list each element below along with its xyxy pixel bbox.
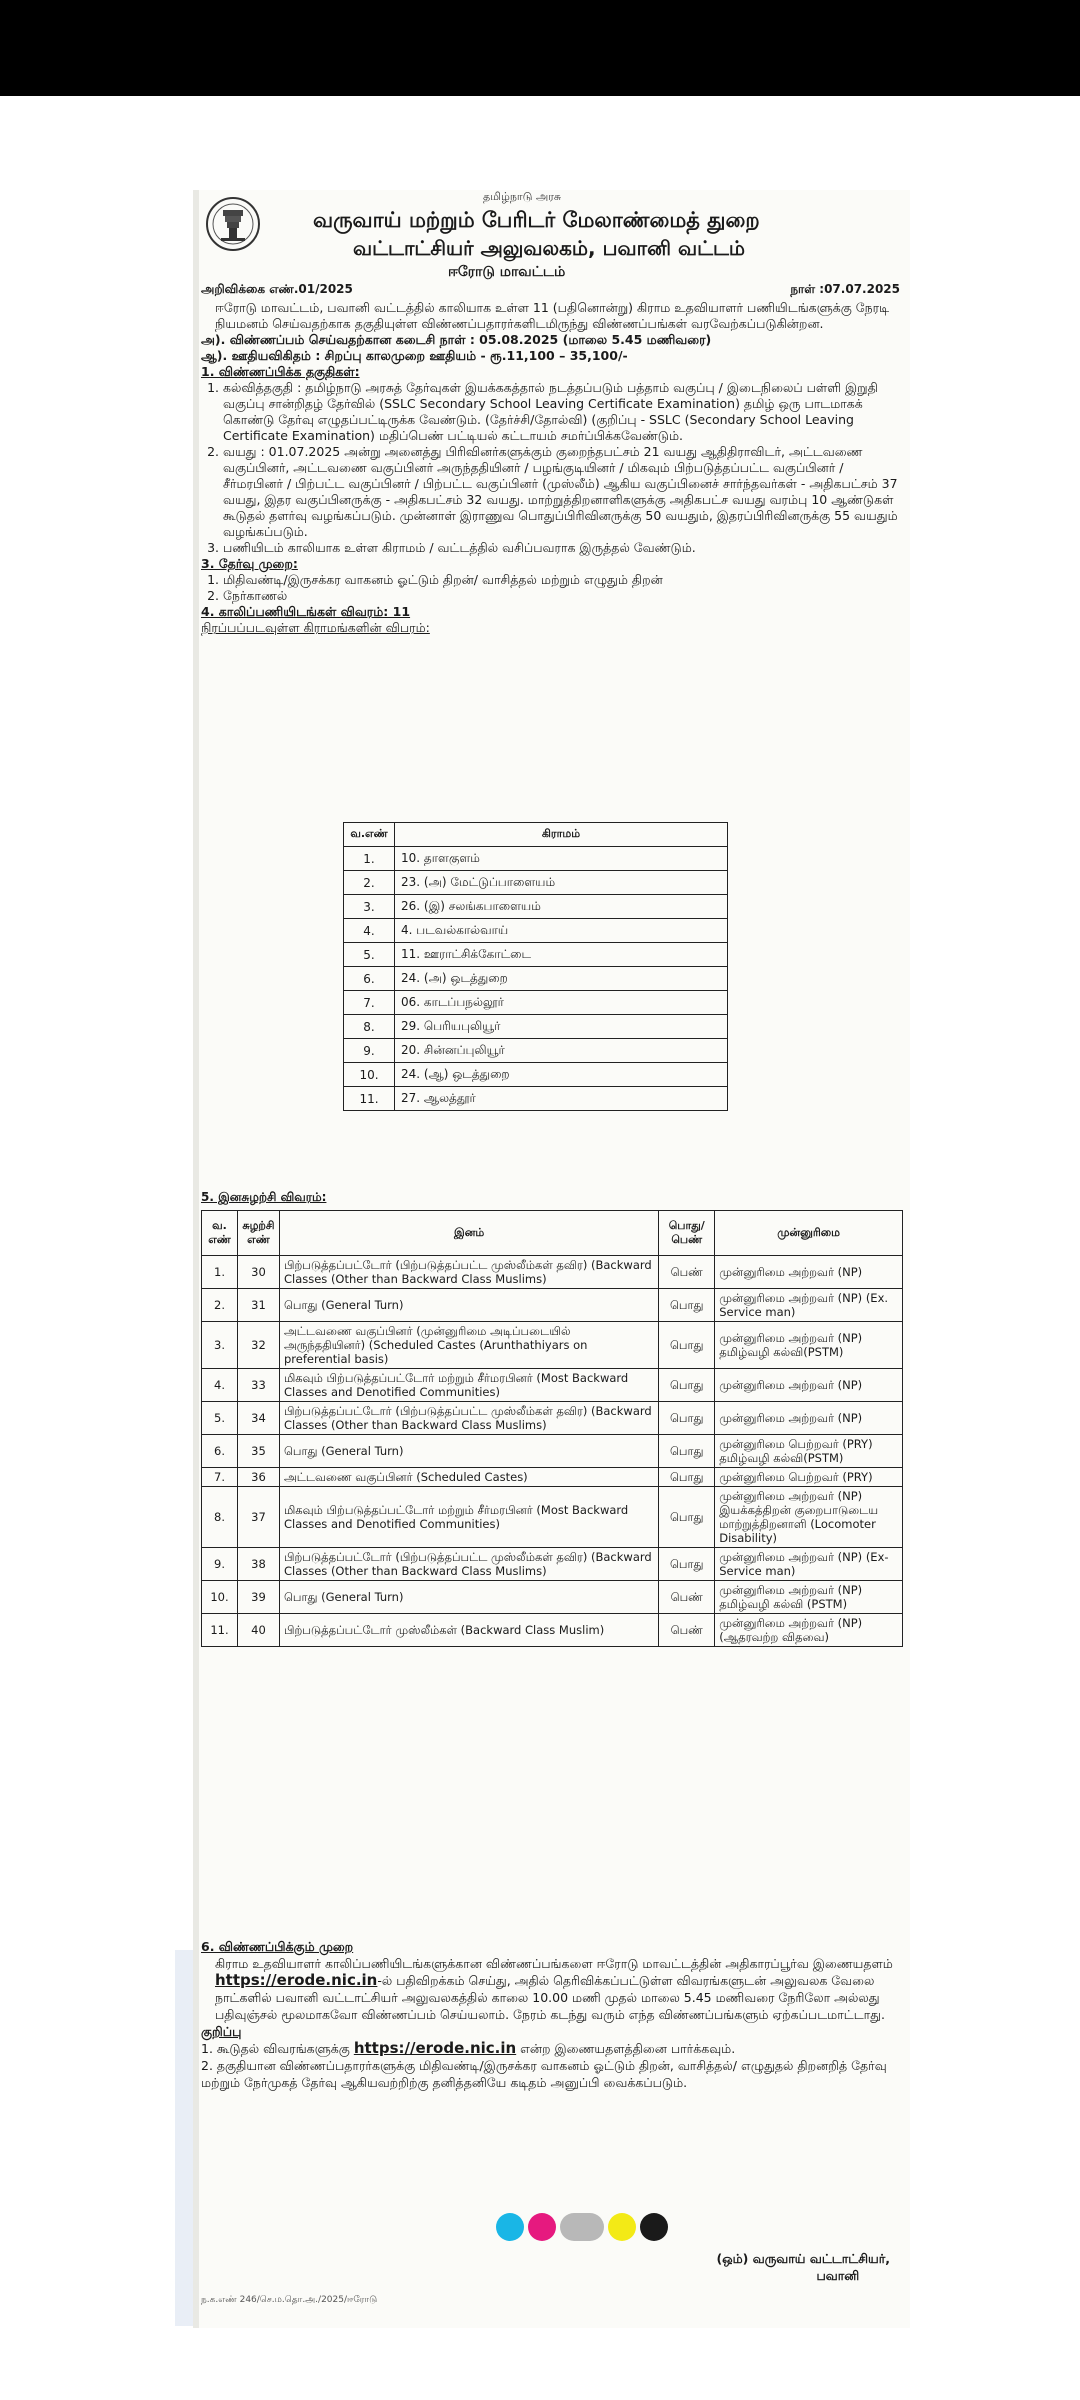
rotation-community: பிற்படுத்தப்பட்டோர் (பிற்படுத்தப்பட்ட முஸ்லீம்கள் தவிர) (Backward Classes (Other than Backward Class Muslims): [279, 1256, 658, 1289]
rotation-priority: முன்னுரிமை அற்றவர் (NP) (Ex. Service man): [715, 1289, 903, 1322]
tamilnadu-emblem-icon: [205, 194, 261, 254]
rotation-turn: 40: [237, 1614, 279, 1647]
rotation-community: அட்டவணை வகுப்பினர் (முன்னுரிமை அடிப்படையில் அருந்ததியினர்) (Scheduled Castes (Arunthathiyars on preferential basis): [279, 1322, 658, 1369]
website-link[interactable]: https://erode.nic.in: [353, 2039, 517, 2057]
table-row: [344, 919, 728, 943]
table-row: [344, 943, 728, 967]
application-section: [201, 1938, 901, 2091]
table-header-row: [202, 1211, 903, 1256]
table-row: [344, 991, 728, 1015]
footer-reference: ந.க.எண் 246/செ.ம.தொ.அ./2025/ஈரோடு: [201, 2295, 378, 2305]
rotation-turn: 37: [237, 1487, 279, 1548]
signatory-place: பவானி: [816, 2268, 860, 2283]
rotation-general-women: பொது: [659, 1487, 715, 1548]
website-link[interactable]: https://erode.nic.in: [215, 1971, 378, 1989]
eligibility-item: 2. வயது : 01.07.2025 அன்று அனைத்து பிரிவினர்களுக்கும் குறைந்தபட்சம் 21 வயது ஆதிதிராவிடர், அட்டவணை வகுப்பினர், அட்டவணை வகுப்பினர் அருந்ததியினர் / பழங்குடியினர் / மிகவும் பிற்படுத்தப்பட்ட வகுப்பினர் / சீர்மரபினர் / பிற்பட்ட வகுப்பினர் / பிற்பட்ட வகுப்பினர் (முஸ்லீம்) ஆகிய வகுப்பினைச் சார்ந்தவர்கள் - அதிகபட்சம் 37 வயது, இதர வகுப்பினருக்கு - அதிகபட்சம் 32 வயது. மாற்றுத்திறனாளிகளுக்கு அதிகபட்ச வயது வரம்பு 10 ஆண்டுகள் கூடுதல் தளர்வு வழங்கப்படும். முன்னாள் இராணுவ பொதுப்பிரிவினருக்கு 50 வயதும், இதரப்பிரிவினருக்கு 55 வயதும் வழங்கப்படும்.: [223, 444, 901, 540]
signature-block: [716, 2250, 890, 2284]
table-row: [202, 1369, 903, 1402]
rotation-community: பிற்படுத்தப்பட்டோர் (பிற்படுத்தப்பட்ட முஸ்லீம்கள் தவிர) (Backward Classes (Other than Backward Class Muslims): [279, 1402, 658, 1435]
intro-paragraph: ஈரோடு மாவட்டம், பவானி வட்டத்தில் காலியாக உள்ள 11 (பதினொன்று) கிராம உதவியாளர் பணியிடங்களுக்கு நேரடி நியமனம் செய்வதற்காக தகுதியுள்ள விண்ணப்பதாரர்களிடமிருந்து விண்ணப்பங்கள் வரவேற்கப்படுகின்றன.: [215, 300, 890, 331]
rotation-community: அட்டவணை வகுப்பினர் (Scheduled Castes): [279, 1468, 658, 1487]
grey-dot: [560, 2213, 604, 2241]
village-sno: 5.: [344, 943, 395, 967]
village-name: 11. ஊராட்சிக்கோட்டை: [395, 943, 728, 967]
header-district: ஈரோடு மாவட்டம்: [448, 264, 566, 280]
notice-number: அறிவிக்கை எண்.01/2025: [201, 282, 353, 296]
table-row: [202, 1289, 903, 1322]
rotation-priority: முன்னுரிமை அற்றவர் (NP): [715, 1402, 903, 1435]
rotation-turn: 35: [237, 1435, 279, 1468]
magenta-dot: [528, 2213, 556, 2241]
rotation-community: பொது (General Turn): [279, 1289, 658, 1322]
table-row: [202, 1487, 903, 1548]
paper-edge: [193, 190, 199, 2328]
table-row: [202, 1581, 903, 1614]
village-name: 24. (ஆ) ஒடத்துறை: [395, 1063, 728, 1087]
table-row: [202, 1322, 903, 1369]
pay-scale: ஆ). ஊதியவிகிதம் : சிறப்பு காலமுறை ஊதியம் - ரூ.11,100 – 35,100/-: [201, 348, 628, 363]
rotation-sno: 10.: [202, 1581, 238, 1614]
notice-body: [201, 300, 901, 636]
rotation-community: மிகவும் பிற்படுத்தப்பட்டோர் மற்றும் சீர்மரபினர் (Most Backward Classes and Denotified Communities): [279, 1369, 658, 1402]
section-vacancy-title: 4. காலிப்பணியிடங்கள் விவரம்: 11: [201, 604, 411, 619]
rotation-general-women: பெண்: [659, 1581, 715, 1614]
village-sno: 2.: [344, 871, 395, 895]
rotation-priority: முன்னுரிமை அற்றவர் (NP) (Ex-Service man): [715, 1548, 903, 1581]
header-state: தமிழ்நாடு அரசு: [483, 190, 562, 203]
village-name: 10. தாளகுளம்: [395, 847, 728, 871]
eligibility-list: [201, 380, 901, 556]
rotation-sno: 11.: [202, 1614, 238, 1647]
rotation-priority: முன்னுரிமை அற்றவர் (NP) (ஆதரவற்ற விதவை): [715, 1614, 903, 1647]
rotation-priority: முன்னுரிமை அற்றவர் (NP) இயக்கத்திறன் குறைபாடுடைய மாற்றுத்திறனாளி (Locomoter Disability): [715, 1487, 903, 1548]
rotation-community: பிற்படுத்தப்பட்டோர் முஸ்லீம்கள் (Backward Class Muslim): [279, 1614, 658, 1647]
note-title: குறிப்பு: [201, 2024, 242, 2039]
rotation-general-women: பெண்: [659, 1256, 715, 1289]
section-eligibility-title: 1. விண்ணப்பிக்க தகுதிகள்:: [201, 364, 360, 379]
rotation-sno: 7.: [202, 1468, 238, 1487]
rotation-community: மிகவும் பிற்படுத்தப்பட்டோர் மற்றும் சீர்மரபினர் (Most Backward Classes and Denotified Communities): [279, 1487, 658, 1548]
section-apply-title: 6. விண்ணப்பிக்கும் முறை: [201, 1939, 354, 1954]
note-item-2: 2. தகுதியான விண்ணப்பதாரர்களுக்கு மிதிவண்டி/இருசக்கர வாகனம் ஓட்டும் திறன், வாசித்தல்/ எழுதுதல் திறனறித் தேர்வு மற்றும் நேர்முகத் தேர்வு ஆகியவற்றிற்கு தனித்தனியே கடிதம் அனுப்பி வைக்கப்படும்.: [201, 2058, 887, 2090]
selection-list: [201, 572, 901, 604]
rotation-turn: 30: [237, 1256, 279, 1289]
header-office: வட்டாட்சியர் அலுவலகம், பவானி வட்டம்: [353, 236, 746, 260]
rotation-turn: 32: [237, 1322, 279, 1369]
village-sno: 10.: [344, 1063, 395, 1087]
rotation-sno: 2.: [202, 1289, 238, 1322]
rotation-sno: 3.: [202, 1322, 238, 1369]
table-row: [344, 1087, 728, 1111]
rotation-turn: 34: [237, 1402, 279, 1435]
table-row: [344, 895, 728, 919]
eligibility-item: 3. பணியிடம் காலியாக உள்ள கிராமம் / வட்டத்தில் வசிப்பவராக இருத்தல் வேண்டும்.: [223, 540, 901, 556]
rotation-general-women: பொது: [659, 1402, 715, 1435]
table-row: [344, 1015, 728, 1039]
table-row: [344, 1063, 728, 1087]
village-sno: 7.: [344, 991, 395, 1015]
column-header-priority: முன்னுரிமை: [715, 1211, 903, 1256]
table-row: [202, 1468, 903, 1487]
note-item-1: 1. கூடுதல் விவரங்களுக்கு: [201, 2041, 350, 2056]
village-name: 4. படவல்கால்வாய்: [395, 919, 728, 943]
village-name: 29. பெரியபுலியூர்: [395, 1015, 728, 1039]
rotation-sno: 4.: [202, 1369, 238, 1402]
selection-item: 2. நேர்காணல்: [223, 588, 901, 604]
village-sno: 6.: [344, 967, 395, 991]
village-name: 26. (இ) சலங்கபாளையம்: [395, 895, 728, 919]
signatory-title: (ஒம்) வருவாய் வட்டாட்சியர்,: [716, 2251, 890, 2266]
table-row: [202, 1548, 903, 1581]
rotation-general-women: பொது: [659, 1435, 715, 1468]
rotation-general-women: பொது: [659, 1369, 715, 1402]
village-name: 24. (அ) ஒடத்துறை: [395, 967, 728, 991]
table-header-row: [344, 823, 728, 847]
village-sno: 4.: [344, 919, 395, 943]
rotation-priority: முன்னுரிமை அற்றவர் (NP) தமிழ்வழி கல்வி(PSTM): [715, 1322, 903, 1369]
village-sno: 3.: [344, 895, 395, 919]
rotation-turn: 36: [237, 1468, 279, 1487]
rotation-table: [201, 1210, 903, 1647]
print-color-marks: [496, 2212, 672, 2242]
note-item-1-after: என்ற இணையதளத்தினை பார்க்கவும்.: [520, 2041, 736, 2056]
rotation-sno: 6.: [202, 1435, 238, 1468]
rotation-community: பொது (General Turn): [279, 1581, 658, 1614]
notice-date: நாள் :07.07.2025: [790, 282, 900, 296]
village-name: 27. ஆலத்தூர்: [395, 1087, 728, 1111]
rotation-turn: 38: [237, 1548, 279, 1581]
rotation-general-women: பெண்: [659, 1614, 715, 1647]
rotation-sno: 1.: [202, 1256, 238, 1289]
column-header-sno: வ. எண்: [202, 1211, 238, 1256]
rotation-turn: 33: [237, 1369, 279, 1402]
status-bar: [0, 0, 1080, 96]
eligibility-item: 1. கல்வித்தகுதி : தமிழ்நாடு அரசுத் தேர்வுகள் இயக்ககத்தால் நடத்தப்படும் பத்தாம் வகுப்பு / இடைநிலைப் பள்ளி இறுதி வகுப்பு சான்றிதழ் தேர்வில் (SSLC Secondary School Leaving Certificate Examination) தமிழ் ஒரு பாடமாகக் கொண்டு தேர்வு எழுதப்பட்டிருக்க வேண்டும். (தேர்ச்சி/தோல்வி) (குறிப்பு - SSLC (Secondary School Leaving Certificate Examination) மதிப்பெண் பட்டியல் கட்டாயம் சமர்ப்பிக்கவேண்டும்.: [223, 380, 901, 444]
header-department: வருவாய் மற்றும் பேரிடர் மேலாண்மைத் துறை: [313, 208, 760, 232]
black-dot: [640, 2213, 668, 2241]
rotation-priority: முன்னுரிமை அற்றவர் (NP): [715, 1369, 903, 1402]
table-row: [344, 967, 728, 991]
table-row: [202, 1614, 903, 1647]
rotation-general-women: பொது: [659, 1468, 715, 1487]
village-sno: 1.: [344, 847, 395, 871]
rotation-priority: முன்னுரிமை பெற்றவர் (PRY): [715, 1468, 903, 1487]
cyan-dot: [496, 2213, 524, 2241]
rotation-general-women: பொது: [659, 1289, 715, 1322]
column-header-turn: சுழற்சி எண்: [237, 1211, 279, 1256]
village-table: [343, 822, 728, 1111]
rotation-sno: 5.: [202, 1402, 238, 1435]
rotation-turn: 39: [237, 1581, 279, 1614]
village-sno: 11.: [344, 1087, 395, 1111]
column-header-general-women: பொது/ பெண்: [659, 1211, 715, 1256]
column-header-sno: வ.எண்: [344, 823, 395, 847]
rotation-sno: 8.: [202, 1487, 238, 1548]
village-name: 23. (அ) மேட்டுப்பாளையம்: [395, 871, 728, 895]
last-date: அ). விண்ணப்பம் செய்வதற்கான கடைசி நாள் : 05.08.2025 (மாலை 5.45 மணிவரை): [201, 332, 712, 347]
table-row: [344, 847, 728, 871]
apply-text-before: கிராம உதவியாளர் காலிப்பணியிடங்களுக்கான விண்ணப்பங்களை ஈரோடு மாவட்டத்தின் அதிகாரப்பூர்வ இணையதளம்: [215, 1956, 893, 1971]
rotation-general-women: பொது: [659, 1322, 715, 1369]
section-rotation-title: 5. இனசுழற்சி விவரம்:: [201, 1190, 327, 1204]
table-row: [344, 1039, 728, 1063]
column-header-community: இனம்: [279, 1211, 658, 1256]
table-row: [202, 1435, 903, 1468]
table-row: [344, 871, 728, 895]
section-selection-title: 3. தேர்வு முறை:: [201, 556, 298, 571]
selection-item: 1. மிதிவண்டி/இருசக்கர வாகனம் ஓட்டும் திறன்/ வாசித்தல் மற்றும் எழுதும் திறன்: [223, 572, 901, 588]
village-sno: 9.: [344, 1039, 395, 1063]
rotation-priority: முன்னுரிமை பெற்றவர் (PRY) தமிழ்வழி கல்வி(PSTM): [715, 1435, 903, 1468]
rotation-sno: 9.: [202, 1548, 238, 1581]
village-name: 06. காடப்பநல்லூர்: [395, 991, 728, 1015]
rotation-community: பொது (General Turn): [279, 1435, 658, 1468]
column-header-village: கிராமம்: [395, 823, 728, 847]
table-row: [202, 1402, 903, 1435]
village-name: 20. சின்னப்புலியூர்: [395, 1039, 728, 1063]
rotation-priority: முன்னுரிமை அற்றவர் (NP): [715, 1256, 903, 1289]
rotation-community: பிற்படுத்தப்பட்டோர் (பிற்படுத்தப்பட்ட முஸ்லீம்கள் தவிர) (Backward Classes (Other than Backward Class Muslims): [279, 1548, 658, 1581]
rotation-turn: 31: [237, 1289, 279, 1322]
rotation-priority: முன்னுரிமை அற்றவர் (NP) தமிழ்வழி கல்வி (PSTM): [715, 1581, 903, 1614]
rotation-general-women: பொது: [659, 1548, 715, 1581]
vacancy-subtitle: நிரப்பப்படவுள்ள கிராமங்களின் விபரம்:: [201, 620, 430, 635]
yellow-dot: [608, 2213, 636, 2241]
apply-text-after: -ல் பதிவிறக்கம் செய்து, அதில் தெரிவிக்கப்பட்டுள்ள விவரங்களுடன் அலுவலக வேலை நாட்களில் பவானி வட்டாட்சியர் அலுவலகத்தில் காலை 10.00 மணி முதல் மாலை 5.45 மணிவரை நேரிலோ அல்லது பதிவுஞ்சல் மூலமாகவோ விண்ணப்பம் செய்யலாம். நேரம் கடந்து வரும் எந்த விண்ணப்பங்களும் ஏற்கப்படமாட்டாது.: [215, 1973, 886, 2022]
village-sno: 8.: [344, 1015, 395, 1039]
notice-document: [193, 190, 910, 2328]
table-row: [202, 1256, 903, 1289]
